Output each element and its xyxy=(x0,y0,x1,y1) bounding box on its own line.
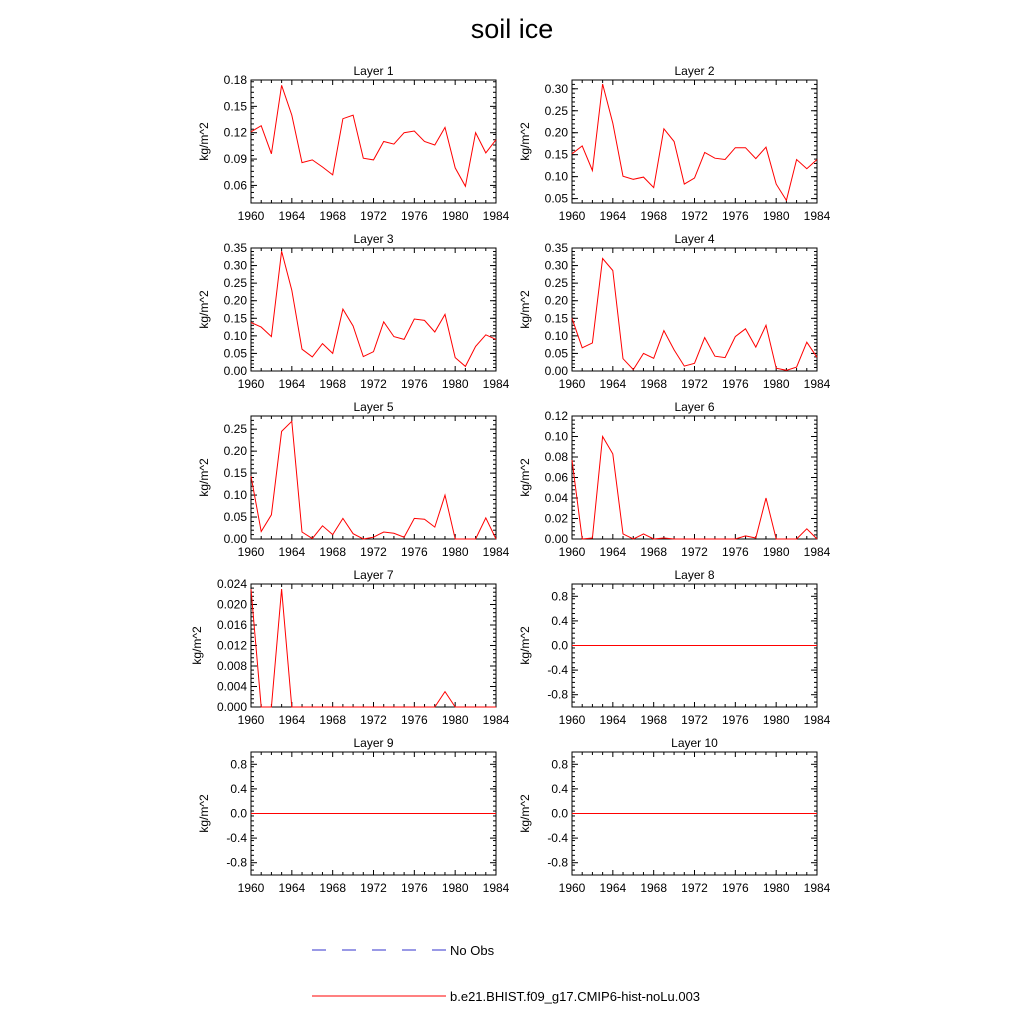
panel-1 xyxy=(197,64,510,223)
y-tick-label: 0.016 xyxy=(216,618,247,632)
y-tick-label: 0.00 xyxy=(544,364,568,378)
y-tick-label: -0.4 xyxy=(226,831,247,846)
y-axis-label: kg/m^2 xyxy=(190,626,204,665)
x-tick-label: 1984 xyxy=(803,881,831,895)
x-tick-label: 1972 xyxy=(360,545,387,559)
x-tick-label: 1976 xyxy=(721,881,749,895)
x-tick-label: 1964 xyxy=(278,377,306,391)
y-tick-label: 0.04 xyxy=(544,491,568,505)
panel-9 xyxy=(197,736,510,895)
y-tick-label: 0.08 xyxy=(544,450,568,464)
x-tick-label: 1976 xyxy=(721,377,749,391)
y-tick-label: 0.06 xyxy=(544,470,568,485)
y-tick-label: -0.4 xyxy=(547,663,568,678)
x-tick-label: 1968 xyxy=(319,545,347,559)
y-axis-label: kg/m^2 xyxy=(517,458,532,497)
x-tick-label: 1984 xyxy=(803,713,831,727)
x-tick-label: 1976 xyxy=(400,377,428,391)
x-tick-label: 1960 xyxy=(558,881,586,895)
x-tick-label: 1984 xyxy=(803,545,831,559)
y-axis-label: kg/m^2 xyxy=(517,290,532,329)
x-tick-label: 1980 xyxy=(441,377,469,391)
x-tick-label: 1960 xyxy=(237,713,265,727)
panel-title: Layer 4 xyxy=(674,232,715,246)
panel-title: Layer 8 xyxy=(674,568,715,582)
plot-frame xyxy=(572,80,817,203)
x-tick-label: 1964 xyxy=(278,881,306,895)
plot-frame xyxy=(572,416,817,539)
y-tick-label: 0.05 xyxy=(223,346,247,361)
x-tick-label: 1960 xyxy=(237,209,265,223)
x-tick-label: 1960 xyxy=(558,209,586,223)
y-tick-label: 0.15 xyxy=(223,466,247,481)
x-tick-label: 1968 xyxy=(640,545,668,559)
y-tick-label: 0.0 xyxy=(551,806,568,821)
y-tick-label: 0.05 xyxy=(544,346,568,361)
x-tick-label: 1968 xyxy=(319,209,347,223)
x-tick-label: 1980 xyxy=(441,209,469,223)
y-tick-label: 0.4 xyxy=(551,781,568,796)
y-axis-label: kg/m^2 xyxy=(517,122,532,161)
x-tick-label: 1960 xyxy=(558,713,586,727)
figure-title: soil ice xyxy=(470,14,554,44)
y-tick-label: 0.15 xyxy=(544,147,568,162)
x-tick-label: 1976 xyxy=(721,209,749,223)
x-tick-label: 1960 xyxy=(237,881,265,895)
y-tick-label: 0.020 xyxy=(216,597,247,612)
x-tick-label: 1964 xyxy=(599,881,627,895)
y-tick-label: 0.20 xyxy=(223,444,247,459)
y-tick-label: 0.10 xyxy=(544,328,568,343)
y-tick-label: 0.15 xyxy=(544,311,568,326)
series-line xyxy=(251,85,496,186)
y-tick-label: 0.25 xyxy=(223,276,247,291)
y-tick-label: 0.25 xyxy=(223,422,247,437)
panel-title: Layer 9 xyxy=(353,736,394,750)
x-tick-label: 1972 xyxy=(360,377,387,391)
x-tick-label: 1972 xyxy=(360,881,387,895)
y-tick-label: 0.008 xyxy=(216,659,247,673)
y-tick-label: -0.8 xyxy=(547,687,568,702)
y-tick-label: 0.05 xyxy=(544,191,568,206)
y-tick-label: 0.0 xyxy=(230,806,247,821)
x-tick-label: 1972 xyxy=(360,713,387,727)
y-tick-label: 0.4 xyxy=(551,613,568,628)
y-tick-label: 0.15 xyxy=(223,311,247,326)
legend-no-obs-label: No Obs xyxy=(450,943,495,958)
y-tick-label: 0.12 xyxy=(544,409,568,423)
series-line xyxy=(572,84,817,200)
y-tick-label: 0.10 xyxy=(544,429,568,444)
plot-frame xyxy=(251,80,496,203)
series-line xyxy=(251,251,496,366)
y-tick-label: 0.00 xyxy=(544,532,568,546)
x-tick-label: 1984 xyxy=(803,209,831,223)
y-tick-label: 0.8 xyxy=(551,757,568,772)
panel-title: Layer 7 xyxy=(353,568,394,582)
y-tick-label: 0.20 xyxy=(223,293,247,308)
panel-title: Layer 5 xyxy=(353,400,394,414)
y-axis-label: kg/m^2 xyxy=(196,458,211,497)
x-tick-label: 1968 xyxy=(319,881,347,895)
x-tick-label: 1968 xyxy=(319,377,347,391)
y-axis-label: kg/m^2 xyxy=(517,626,532,665)
x-tick-label: 1980 xyxy=(441,881,469,895)
panel-5 xyxy=(197,400,510,559)
y-tick-label: 0.8 xyxy=(230,757,247,772)
y-tick-label: 0.00 xyxy=(223,364,247,378)
x-tick-label: 1964 xyxy=(599,209,627,223)
x-tick-label: 1968 xyxy=(640,377,668,391)
y-tick-label: 0.09 xyxy=(223,152,247,167)
x-tick-label: 1964 xyxy=(599,713,627,727)
x-tick-label: 1960 xyxy=(558,377,586,391)
y-tick-label: 0.10 xyxy=(223,488,247,503)
y-axis-label: kg/m^2 xyxy=(517,794,532,833)
x-tick-label: 1972 xyxy=(681,377,708,391)
plot-frame xyxy=(251,416,496,539)
y-tick-label: 0.000 xyxy=(216,700,247,714)
y-tick-label: 0.4 xyxy=(230,781,247,796)
x-tick-label: 1984 xyxy=(482,209,510,223)
y-tick-label: 0.35 xyxy=(223,241,247,255)
y-tick-label: 0.10 xyxy=(223,328,247,343)
series-line xyxy=(251,421,496,539)
x-tick-label: 1984 xyxy=(482,881,510,895)
y-tick-label: 0.8 xyxy=(551,589,568,604)
x-tick-label: 1972 xyxy=(360,209,387,223)
y-tick-label: 0.05 xyxy=(223,510,247,525)
panel-6 xyxy=(518,400,831,559)
panel-title: Layer 2 xyxy=(674,64,715,78)
panel-8 xyxy=(518,568,831,727)
x-tick-label: 1964 xyxy=(599,545,627,559)
panel-title: Layer 10 xyxy=(671,736,718,750)
x-tick-label: 1980 xyxy=(441,545,469,559)
y-axis-label: kg/m^2 xyxy=(196,122,211,161)
y-tick-label: 0.18 xyxy=(223,73,247,87)
panel-title: Layer 3 xyxy=(353,232,394,246)
y-tick-label: 0.06 xyxy=(223,178,247,193)
y-tick-label: -0.8 xyxy=(226,855,247,870)
y-tick-label: 0.004 xyxy=(216,679,247,694)
panel-title: Layer 1 xyxy=(353,64,394,78)
y-tick-label: 0.00 xyxy=(223,532,247,546)
x-tick-label: 1960 xyxy=(237,377,265,391)
x-tick-label: 1964 xyxy=(278,545,306,559)
x-tick-label: 1980 xyxy=(762,881,790,895)
x-tick-label: 1972 xyxy=(681,209,708,223)
y-tick-label: 0.02 xyxy=(544,511,568,526)
panel-4 xyxy=(518,232,831,391)
x-tick-label: 1976 xyxy=(400,209,428,223)
x-tick-label: 1960 xyxy=(237,545,265,559)
x-tick-label: 1972 xyxy=(681,545,708,559)
x-tick-label: 1984 xyxy=(803,377,831,391)
panel-7 xyxy=(190,568,510,727)
x-tick-label: 1964 xyxy=(278,713,306,727)
panel-2 xyxy=(518,64,831,223)
plot-frame xyxy=(251,584,496,707)
x-tick-label: 1980 xyxy=(441,713,469,727)
y-tick-label: 0.35 xyxy=(544,241,568,255)
x-tick-label: 1968 xyxy=(319,713,347,727)
y-tick-label: -0.8 xyxy=(547,855,568,870)
y-tick-label: 0.25 xyxy=(544,103,568,118)
legend xyxy=(312,943,700,1004)
y-tick-label: 0.024 xyxy=(216,577,247,591)
y-tick-label: 0.30 xyxy=(544,81,568,96)
y-axis-label: kg/m^2 xyxy=(196,290,211,329)
y-tick-label: 0.10 xyxy=(544,169,568,184)
x-tick-label: 1972 xyxy=(681,713,708,727)
x-tick-label: 1964 xyxy=(599,377,627,391)
legend-model-label: b.e21.BHIST.f09_g17.CMIP6-hist-noLu.003 xyxy=(450,989,701,1004)
panel-3 xyxy=(197,232,510,391)
x-tick-label: 1976 xyxy=(400,713,428,727)
x-tick-label: 1976 xyxy=(400,881,428,895)
y-tick-label: 0.30 xyxy=(223,258,247,273)
x-tick-label: 1968 xyxy=(640,881,668,895)
x-tick-label: 1984 xyxy=(482,713,510,727)
x-tick-label: 1980 xyxy=(762,545,790,559)
x-tick-label: 1964 xyxy=(278,209,306,223)
x-tick-label: 1984 xyxy=(482,545,510,559)
x-tick-label: 1980 xyxy=(762,377,790,391)
y-tick-label: 0.12 xyxy=(223,125,247,140)
x-tick-label: 1980 xyxy=(762,713,790,727)
x-tick-label: 1976 xyxy=(400,545,428,559)
y-tick-label: 0.20 xyxy=(544,125,568,140)
y-tick-label: 0.15 xyxy=(223,99,247,114)
x-tick-label: 1972 xyxy=(681,881,708,895)
y-tick-label: 0.20 xyxy=(544,293,568,308)
x-tick-label: 1984 xyxy=(482,377,510,391)
series-line xyxy=(572,437,817,540)
y-tick-label: 0.0 xyxy=(551,638,568,653)
series-line xyxy=(572,259,817,371)
x-tick-label: 1960 xyxy=(558,545,586,559)
series-line xyxy=(251,589,496,707)
panel-title: Layer 6 xyxy=(674,400,715,414)
x-tick-label: 1968 xyxy=(640,209,668,223)
y-tick-label: 0.012 xyxy=(216,638,247,653)
x-tick-label: 1980 xyxy=(762,209,790,223)
panel-10 xyxy=(518,736,831,895)
x-tick-label: 1968 xyxy=(640,713,668,727)
plot-frame xyxy=(251,248,496,371)
y-tick-label: 0.25 xyxy=(544,276,568,291)
y-tick-label: -0.4 xyxy=(547,831,568,846)
x-tick-label: 1976 xyxy=(721,545,749,559)
x-tick-label: 1976 xyxy=(721,713,749,727)
y-axis-label: kg/m^2 xyxy=(196,794,211,833)
y-tick-label: 0.30 xyxy=(544,258,568,273)
